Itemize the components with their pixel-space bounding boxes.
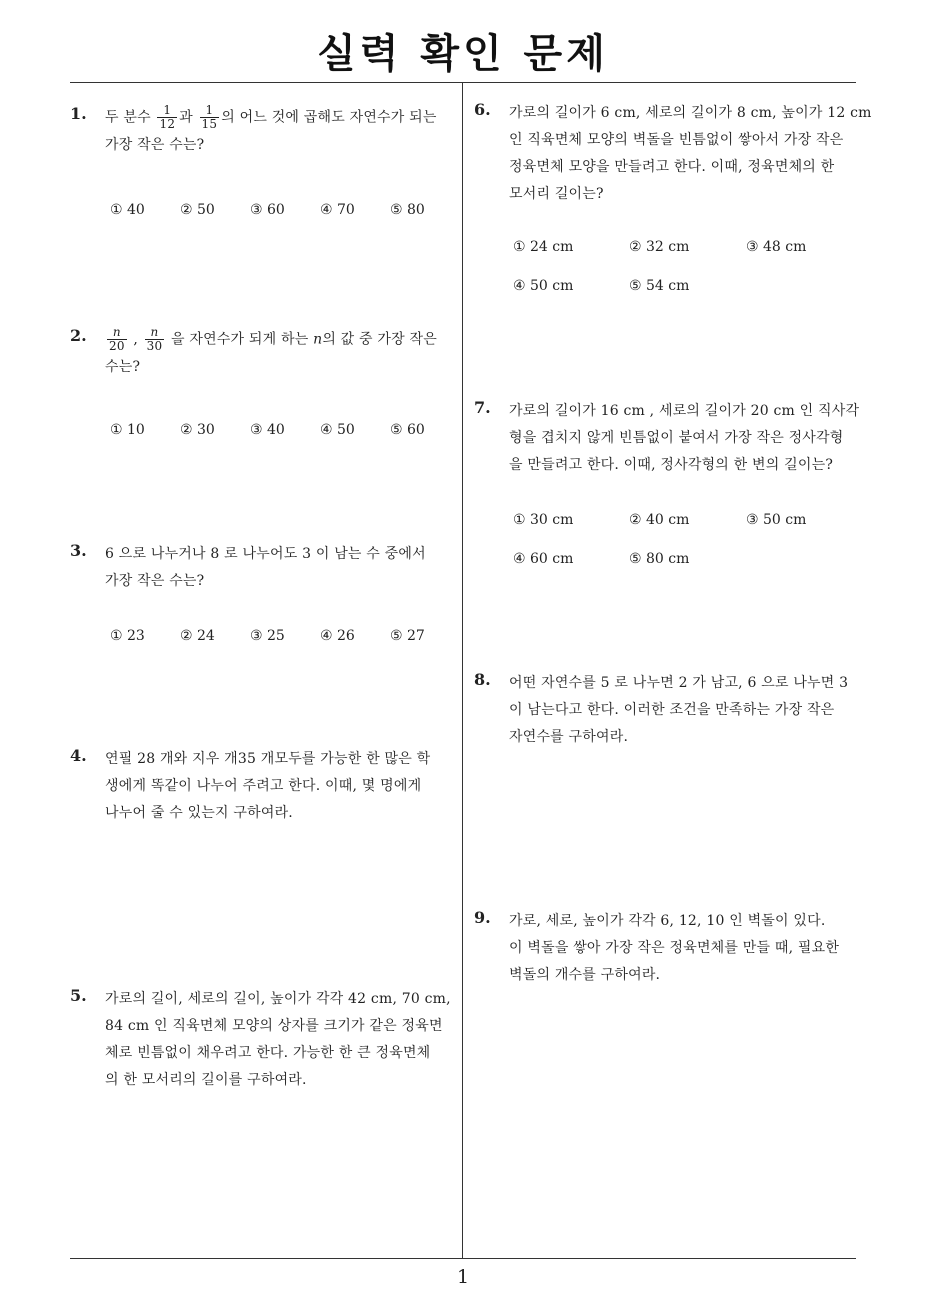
option-2[interactable]: ② 30 (180, 422, 215, 438)
column-divider (462, 83, 463, 1258)
top-rule (70, 82, 856, 83)
option-4[interactable]: ④ 50 (320, 422, 355, 438)
bottom-rule (70, 1258, 856, 1259)
option-2[interactable]: ② 24 (180, 628, 215, 644)
option-3[interactable]: ③ 40 (250, 422, 285, 438)
question-number: 4. (70, 746, 87, 765)
fraction: $\frac{n}{20}$ (109, 325, 125, 353)
option-4[interactable]: ④ 70 (320, 202, 355, 218)
fraction: $\frac{n}{30}$ (146, 325, 163, 353)
question-number: 2. (70, 326, 87, 345)
option-2[interactable]: ② 50 (180, 202, 215, 218)
question-text: 두 분수 $\frac{1}{12}$ 과 $\frac{1}{15}$ 의 어느 것에 곱해도 자연수가 되는 가장 작은 수는? (105, 103, 437, 153)
option-3[interactable]: ③ 60 (250, 202, 285, 218)
question-number: 8. (474, 670, 491, 689)
page-number: 1 (456, 1266, 470, 1288)
option-2[interactable]: ② 32 cm (629, 239, 690, 255)
question-text: $\frac{n}{20}$ , $\frac{n}{30}$ 을 자연수가 되게 하는 n의 값 중 가장 작은 수는? (105, 325, 437, 375)
option-3[interactable]: ③ 25 (250, 628, 285, 644)
question-1 (70, 104, 460, 234)
page-title: 실력 확인 문제 (317, 31, 609, 77)
question-5 (70, 986, 460, 1101)
option-1[interactable]: ① 10 (110, 422, 145, 438)
question-text: 어떤 자연수를 5 로 나누면 2 가 남고, 6 으로 나누면 3 이 남는다고 한다. 이러한 조건을 만족하는 가장 작은 자연수를 구하여라. (509, 675, 849, 745)
question-4 (70, 746, 460, 836)
question-2 (70, 326, 460, 446)
option-5[interactable]: ⑤ 80 (390, 202, 425, 218)
fraction: $\frac{1}{15}$ (201, 103, 218, 131)
option-5[interactable]: ⑤ 80 cm (629, 551, 690, 567)
option-1[interactable]: ① 23 (110, 628, 145, 644)
question-number: 9. (474, 908, 491, 927)
question-number: 7. (474, 398, 491, 417)
question-3 (70, 541, 460, 651)
question-number: 5. (70, 986, 87, 1005)
question-text: 6 으로 나누거나 8 로 나누어도 3 이 남는 수 중에서 가장 작은 수는? (105, 546, 426, 589)
fraction: $\frac{1}{12}$ (159, 103, 176, 131)
option-1[interactable]: ① 40 (110, 202, 145, 218)
option-1[interactable]: ① 30 cm (513, 512, 574, 528)
option-5[interactable]: ⑤ 60 (390, 422, 425, 438)
question-number: 6. (474, 100, 491, 119)
question-9 (474, 908, 864, 998)
question-6 (474, 100, 872, 300)
option-4[interactable]: ④ 60 cm (513, 551, 574, 567)
option-5[interactable]: ⑤ 54 cm (629, 278, 690, 294)
question-8 (474, 670, 864, 760)
option-2[interactable]: ② 40 cm (629, 512, 690, 528)
option-5[interactable]: ⑤ 27 (390, 628, 425, 644)
option-3[interactable]: ③ 48 cm (746, 239, 807, 255)
option-4[interactable]: ④ 26 (320, 628, 355, 644)
question-text: 가로의 길이가 6 cm, 세로의 길이가 8 cm, 높이가 12 cm 인 직육면체 모양의 벽돌을 빈틈없이 쌓아서 가장 작은 정육면체 모양을 만들려고 한다. 이때, 정육면체의 한 모서리 길이는? (509, 105, 872, 202)
question-text: 가로의 길이, 세로의 길이, 높이가 각각 42 cm, 70 cm, 84 cm 인 직육면체 모양의 상자를 크기가 같은 정육면 체로 빈틈없이 채우려고 한다. 가능한 한 큰 정육면체 의 한 모서리의 길이를 구하여라. (105, 991, 451, 1088)
option-3[interactable]: ③ 50 cm (746, 512, 807, 528)
question-number: 3. (70, 541, 87, 560)
question-number: 1. (70, 104, 87, 123)
question-text: 연필 28 개와 지우 개35 개모두를 가능한 한 많은 학 생에게 똑같이 나누어 주려고 한다. 이때, 몇 명에게 나누어 줄 수 있는지 구하여라. (105, 751, 431, 821)
option-4[interactable]: ④ 50 cm (513, 278, 574, 294)
option-1[interactable]: ① 24 cm (513, 239, 574, 255)
question-7 (474, 398, 864, 578)
question-text: 가로의 길이가 16 cm , 세로의 길이가 20 cm 인 직사각 형을 겹치지 않게 빈틈없이 붙여서 가장 작은 정사각형 을 만들려고 한다. 이때, 정사각형의 한 변의 길이는? (509, 403, 860, 473)
question-text: 가로, 세로, 높이가 각각 6, 12, 10 인 벽돌이 있다. 이 벽돌을 쌓아 가장 작은 정육면체를 만들 때, 필요한 벽돌의 개수를 구하여라. (509, 913, 840, 983)
